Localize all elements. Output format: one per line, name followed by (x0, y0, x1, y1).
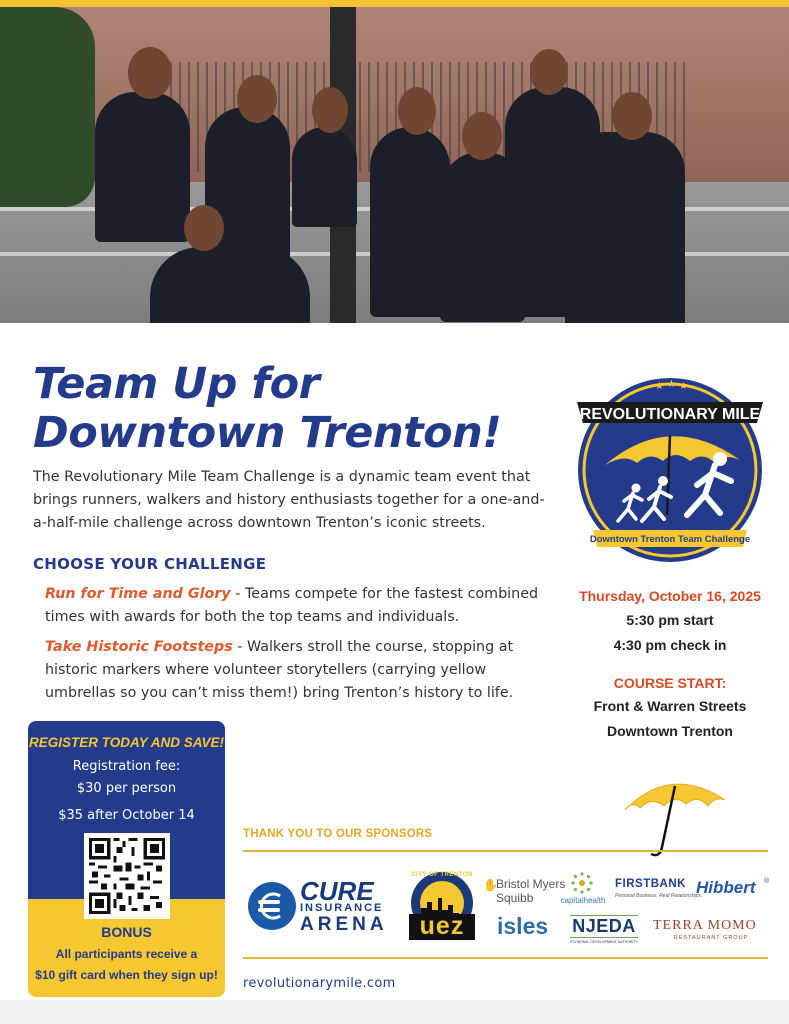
bms-line2: Squibb (496, 891, 534, 905)
price-early: $30 per person (76, 781, 177, 796)
umbrella-icon (620, 772, 730, 862)
team-photo (0, 7, 789, 323)
firstbank-tagline: Personal Business. Real Relationships. (615, 893, 703, 899)
top-accent-strip (0, 0, 789, 7)
option-walk (45, 636, 545, 705)
revolutionary-mile-logo (575, 375, 765, 565)
sponsor-njeda (570, 915, 638, 944)
option-walk-lead: Take Historic Footsteps (45, 639, 233, 655)
njeda-tagline: ECONOMIC DEVELOPMENT AUTHORITY (570, 940, 638, 944)
bonus-line1: All participants receive a (55, 947, 198, 961)
cure-name: CURE (300, 876, 374, 906)
cure-logo-icon (246, 880, 298, 932)
bms-line1: Bristol Myers (496, 877, 566, 891)
choose-heading: CHOOSE YOUR CHALLENGE (33, 555, 267, 573)
headline-line2: Downtown Trenton! (33, 408, 502, 458)
logo-banner-text: REVOLUTIONARY MILE (579, 406, 761, 423)
event-date: Thursday, October 16, 2025 (579, 588, 761, 604)
sponsors-bottom-rule (243, 957, 768, 959)
bonus-line2: $10 gift card when they sign up! (35, 968, 218, 982)
hibbert-registered-mark: ® (764, 878, 770, 885)
registration-box (28, 721, 225, 997)
option-walk-text: - Walkers stroll the course, stopping at historic markers where volunteer storytellers (carrying yellow umbrellas so you can’t miss them!) bring Trenton’s history to life. (45, 639, 514, 701)
sponsor-city-of-trenton-uez (409, 870, 475, 942)
sponsor-hibbert: Hibbert (696, 878, 756, 897)
njeda-name: NJEDA (570, 915, 638, 938)
uez-ring-text: CITY OF TRENTON (411, 872, 473, 878)
course-location-line2: Downtown Trenton (607, 723, 733, 739)
course-location-line1: Front & Warren Streets (593, 698, 747, 714)
course-start-label: COURSE START: (613, 675, 727, 691)
sponsor-capital-health (558, 872, 608, 908)
sponsors-label: THANK YOU TO OUR SPONSORS (243, 828, 433, 840)
terramomo-tagline: RESTAURANT GROUP (673, 935, 749, 941)
bms-icon: ✋ (483, 878, 498, 892)
sponsor-firstbank (615, 878, 703, 899)
sponsor-terra-momo (653, 918, 769, 941)
capital-health-icon (570, 872, 594, 894)
registration-qr-code[interactable] (84, 833, 170, 919)
svg-text:★: ★ (679, 381, 688, 392)
cure-insurance: INSURANCE (300, 902, 384, 914)
logo-ribbon-text: Downtown Trenton Team Challenge (589, 534, 751, 545)
intro-paragraph: The Revolutionary Mile Team Challenge is a dynamic team event that brings runners, walkers and history enthusiasts together for a one-and-a-half-mile challenge across downtown Trenton’s iconic streets. (33, 469, 545, 531)
headline-line1: Team Up for (33, 359, 320, 409)
uez-text: uez (419, 912, 465, 940)
option-run-lead: Run for Time and Glory (45, 586, 231, 602)
register-title: REGISTER TODAY AND SAVE! (28, 735, 225, 750)
svg-text:★: ★ (667, 379, 676, 390)
option-run-text: - Teams compete for the fastest combined times with awards for both the top teams and individuals. (45, 586, 539, 625)
svg-text:★: ★ (655, 381, 664, 392)
option-run (45, 583, 545, 629)
bonus-title: BONUS (101, 924, 152, 940)
capital-health-text: capitalhealth (560, 896, 606, 905)
sponsor-cure-insurance-arena (246, 876, 396, 940)
cure-arena: ARENA (300, 914, 388, 935)
price-late: $35 after October 14 (58, 808, 195, 823)
sponsors-top-rule (243, 850, 768, 852)
event-checkin-time: 4:30 pm check in (613, 637, 727, 653)
headline (33, 360, 553, 458)
event-start-time: 5:30 pm start (626, 612, 714, 628)
sponsor-isles: isles (497, 913, 549, 939)
registration-fee-label: Registration fee: (72, 759, 181, 774)
firstbank-name: FIRSTBANK (615, 878, 686, 890)
website-link[interactable]: revolutionarymile.com (243, 976, 396, 991)
terramomo-name: TERRA MOMO (653, 918, 757, 933)
